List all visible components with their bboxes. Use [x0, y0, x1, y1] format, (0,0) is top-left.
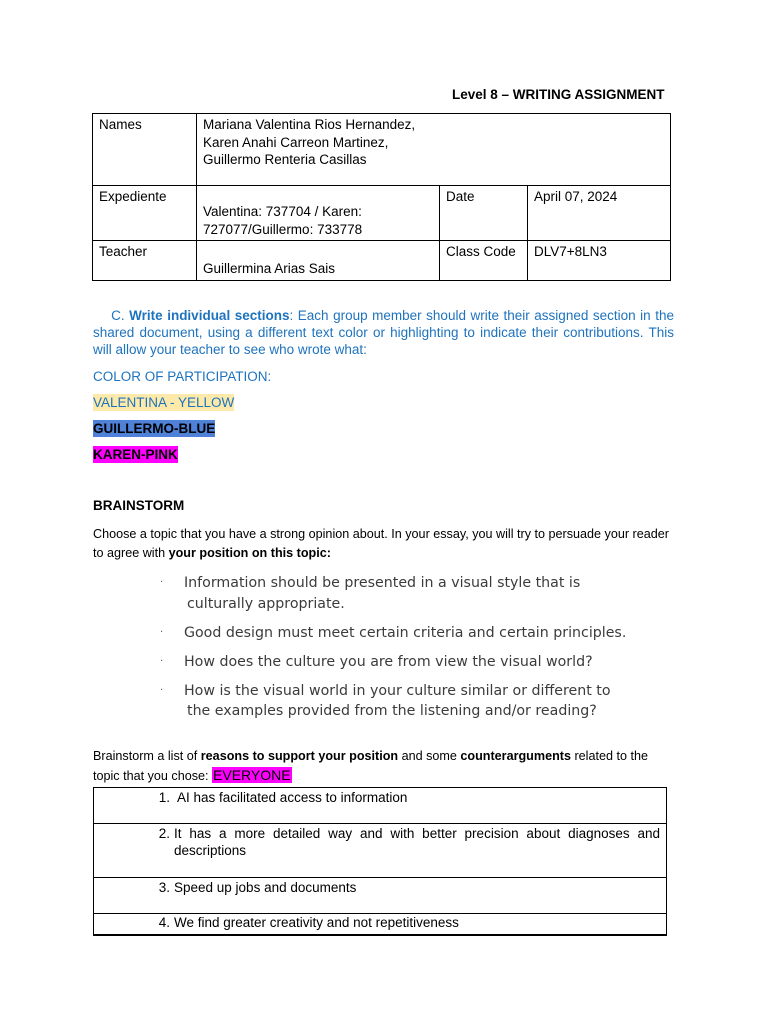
topic-intro-text: Choose a topic that you have a strong opinion about. In your essay, you will try to persuade your reader to agree with — [93, 527, 669, 560]
reason-cell — [94, 788, 667, 824]
topic-intro-bold: your position on this topic — [168, 545, 327, 560]
reason-number: 3. — [158, 880, 170, 895]
valentina-color-label: VALENTINA - YELLOW — [93, 395, 235, 410]
expediente-line-2: 727077/Guillermo: 733778 — [203, 221, 363, 237]
brainstorm-heading: BRAINSTORM — [93, 498, 185, 513]
reasons-intro-bold-1: reasons to support your position — [200, 749, 399, 763]
opinions-list — [160, 573, 700, 730]
name-1: Mariana Valentina Rios Hernandez, — [203, 117, 416, 132]
reason-text: We find greater creativity and not repetitiveness — [174, 915, 459, 930]
table-row — [94, 878, 667, 914]
list-item — [160, 573, 700, 614]
everyone-highlight: EVERYONE — [213, 766, 291, 783]
bullet-icon: · — [160, 577, 164, 588]
participation-heading: COLOR OF PARTICIPATION: — [93, 369, 272, 384]
table-row — [94, 824, 667, 878]
class-code-value: DLV7+8LN3 — [528, 241, 671, 281]
reasons-intro-bold-2: counterarguments — [460, 749, 571, 763]
date-value: April 07, 2024 — [528, 186, 671, 241]
teacher-cell — [197, 241, 440, 281]
reason-cell — [94, 914, 667, 935]
topic-intro-end: : — [326, 545, 331, 560]
name-3: Guillermo Renteria Casillas — [203, 152, 367, 167]
expediente-label: Expediente — [93, 186, 197, 241]
instructions-text: : Each group member should write their assigned section in the shared document, using a different text color or highlighting to indicate their contributions. This will allow your teacher to see who wrote what: — [93, 308, 674, 357]
reason-number: 1. — [158, 790, 170, 805]
reason-text: AI has facilitated access to information — [174, 790, 408, 805]
list-item — [160, 681, 700, 722]
student-info-table — [92, 113, 671, 281]
reason-number: 4. — [158, 915, 170, 930]
reason-number: 2. — [158, 826, 170, 841]
names-label: Names — [93, 114, 197, 186]
class-code-label: Class Code — [440, 241, 528, 281]
opinion-3-line-1: How does the culture you are from view the visual world? — [184, 653, 593, 670]
opinion-4-line-2: the examples provided from the listening and/or reading? — [187, 703, 597, 719]
reasons-intro-1: Brainstorm a list of — [93, 749, 201, 763]
opinion-2-line-1: Good design must meet certain criteria and certain principles. — [184, 624, 627, 641]
instructions-prefix: C. — [111, 308, 130, 323]
reason-cell — [94, 878, 667, 914]
opinion-4-line-1: How is the visual world in your culture similar or different to — [184, 682, 611, 699]
teacher-value: Guillermina Arias Sais — [203, 261, 336, 276]
table-row — [94, 914, 667, 935]
reasons-intro-paragraph — [93, 747, 675, 785]
instructions-paragraph — [93, 308, 674, 358]
reason-text: Speed up jobs and documents — [174, 880, 357, 895]
opinion-1-line-1: Information should be presented in a visual style that is — [184, 575, 581, 591]
list-item — [160, 652, 700, 673]
date-label: Date — [440, 186, 528, 241]
document-title: Level 8 – WRITING ASSIGNMENT — [452, 87, 665, 102]
teacher-label: Teacher — [93, 241, 197, 281]
reason-text: It has a more detailed way and with better precision about diagnoses and descriptions — [174, 826, 660, 858]
expediente-cell — [197, 186, 440, 241]
reasons-table — [93, 787, 667, 936]
bullet-icon: · — [160, 655, 164, 667]
table-row — [94, 788, 667, 824]
name-2: Karen Anahi Carreon Martinez, — [203, 134, 389, 150]
reasons-intro-3: related to the topic that you chose: — [93, 749, 648, 783]
reason-cell — [94, 824, 667, 878]
bullet-icon: · — [160, 684, 164, 696]
karen-color-label: KAREN-PINK — [93, 447, 178, 462]
names-cell — [197, 114, 671, 186]
topic-intro-paragraph — [93, 525, 673, 562]
reasons-intro-2: and some — [398, 749, 461, 763]
opinion-1-line-2: culturally appropriate. — [187, 595, 345, 612]
instructions-bold: Write individual sections — [129, 308, 290, 323]
bullet-icon: · — [160, 626, 164, 638]
guillermo-color-label: GUILLERMO-BLUE — [93, 421, 216, 436]
list-item — [160, 623, 700, 644]
expediente-line-1: Valentina: 737704 / Karen: — [203, 204, 362, 219]
